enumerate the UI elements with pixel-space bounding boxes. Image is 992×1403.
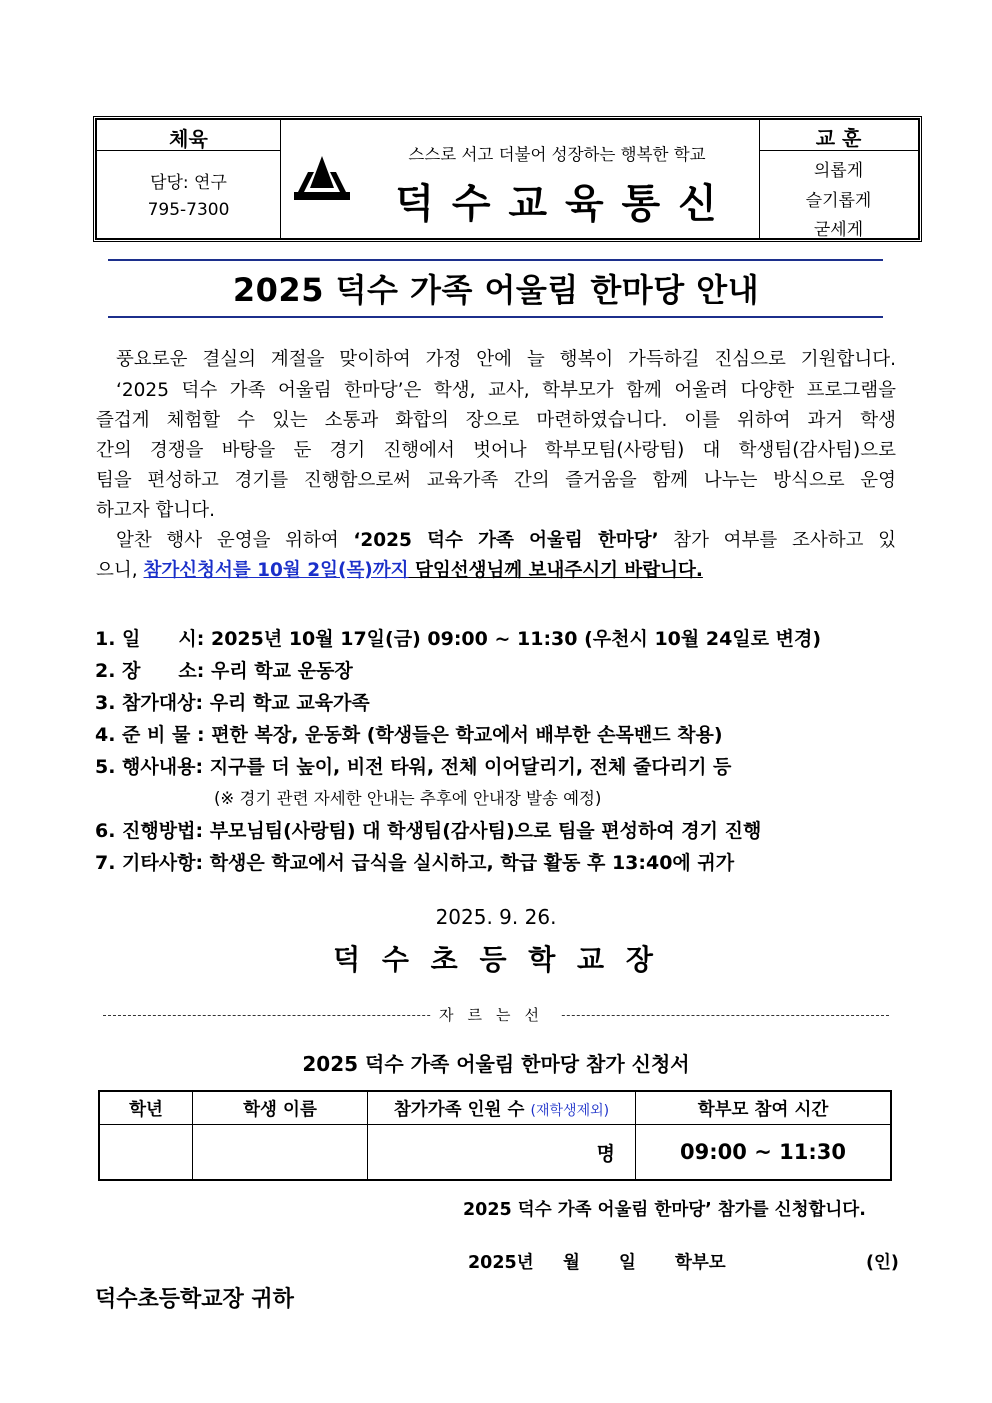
apply-statement: 2025 덕수 가족 어울림 한마당’ 참가를 신청합니다. — [463, 1200, 866, 1220]
page-title: 2025 덕수 가족 어울림 한마당 안내 — [232, 271, 760, 309]
family-count-field[interactable]: 명 — [368, 1125, 636, 1181]
newsletter-header — [95, 118, 920, 240]
header-student-name: 학생 이름 — [193, 1091, 368, 1125]
paragraph-line-4: 간의 경쟁을 바탕을 둔 경기 진행에서 벗어나 학부모팀(사랑팀) 대 학생팀(감사팀)으로 — [96, 440, 896, 461]
school-slogan: 스스로 서고 더불어 성장하는 행복한 학교 — [408, 145, 706, 164]
header-family-count: 참가가족 인원 수 (재학생제외) — [368, 1091, 636, 1125]
detail-item-misc: 7. 기타사항: 학생은 학교에서 급식을 실시하고, 학급 활동 후 13:40에 귀가 — [95, 852, 735, 874]
paragraph-line-1: 풍요로운 결실의 계절을 맞이하여 가정 안에 늘 행복이 가득하길 진심으로 기원합니다. — [116, 349, 896, 370]
cut-line-label: 자르는선 — [0, 1004, 992, 1025]
parent-time-value: 09:00 ~ 11:30 — [636, 1125, 892, 1181]
table-row — [99, 1125, 891, 1181]
grade-field[interactable] — [99, 1125, 193, 1181]
detail-item-participants: 3. 참가대상: 우리 학교 교육가족 — [95, 692, 370, 714]
title-rule-top — [108, 259, 883, 261]
contact-phone: 795-7300 — [147, 200, 230, 220]
form-addressee: 덕수초등학교장 귀하 — [95, 1287, 294, 1312]
student-name-field[interactable] — [193, 1125, 368, 1181]
detail-item-method: 6. 진행방법: 부모님팀(사랑팀) 대 학생팀(감사팀)으로 팀을 편성하여 경기 진행 — [95, 820, 762, 842]
title-rule-bottom — [108, 316, 883, 318]
paragraph-line-6: 하고자 합니다. — [96, 500, 215, 521]
contact-label: 담당: 연구 — [150, 173, 227, 193]
application-table — [98, 1090, 892, 1181]
header-grade: 학년 — [99, 1091, 193, 1125]
school-logo-icon — [290, 150, 354, 208]
subject-label: 체육 — [169, 127, 208, 151]
motto-line-2: 슬기롭게 — [805, 191, 872, 211]
sign-month: 월 — [563, 1253, 580, 1273]
motto-line-3: 굳세게 — [813, 220, 864, 240]
paragraph-line-2: ‘2025 덕수 가족 어울림 한마당’은 학생, 교사, 학부모가 함께 어울려 다양한 프로그램을 — [116, 380, 896, 401]
request-line-1: 알찬 행사 운영을 위하여 ‘2025 덕수 가족 어울림 한마당’ 참가 여부를 조사하고 있 — [116, 530, 896, 551]
detail-item-place: 2. 장 소: 우리 학교 운동장 — [95, 660, 353, 682]
paragraph-line-5: 팀을 편성하고 경기를 진행함으로써 교육가족 간의 즐거움을 함께 나누는 방식으로 운영 — [96, 470, 896, 491]
sign-day: 일 — [619, 1253, 636, 1273]
detail-note: (※ 경기 관련 자세한 안내는 추후에 안내장 발송 예정) — [214, 789, 602, 808]
paragraph-line-3: 즐겁게 체험할 수 있는 소통과 화합의 장으로 마련하였습니다. 이를 위하여 과거 학생 — [96, 410, 896, 431]
sign-parent-label: 학부모 — [675, 1253, 726, 1273]
detail-item-date: 1. 일 시: 2025년 10월 17일(금) 09:00 ~ 11:30 (우천시 10월 24일로 변경) — [95, 628, 822, 650]
issue-date: 2025. 9. 26. — [435, 905, 557, 929]
deadline-highlight: 참가신청서를 10월 2일(목)까지 — [143, 560, 409, 581]
newsletter-title: 덕 수 교 육 통 신 — [395, 181, 719, 227]
sign-year: 2025년 — [468, 1253, 534, 1273]
form-title: 2025 덕수 가족 어울림 한마당 참가 신청서 — [302, 1052, 690, 1076]
principal-signature: 덕 수 초 등 학 교 장 — [333, 943, 659, 976]
request-line-2: 으니, 참가신청서를 10월 2일(목)까지 담임선생님께 보내주시기 바랍니다. — [96, 560, 703, 581]
header-parent-time: 학부모 참여 시간 — [636, 1091, 892, 1125]
detail-item-events: 5. 행사내용: 지구를 더 높이, 비전 타워, 전체 이어달리기, 전체 줄다리기 등 — [95, 756, 732, 778]
sign-seal: (인) — [866, 1253, 899, 1273]
motto-line-1: 의롭게 — [813, 161, 864, 181]
table-header-row — [99, 1091, 891, 1125]
detail-item-supplies: 4. 준 비 물 : 편한 복장, 운동화 (학생들은 학교에서 배부한 손목밴드 착용) — [95, 724, 723, 746]
motto-title: 교 훈 — [815, 126, 862, 150]
